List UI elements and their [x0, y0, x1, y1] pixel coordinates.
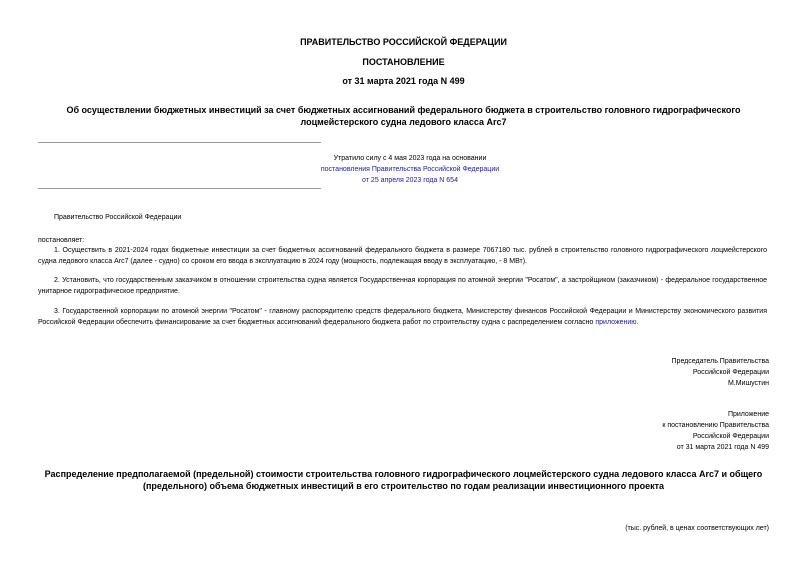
document-type: ПОСТАНОВЛЕНИЕ	[362, 57, 445, 67]
signature-country: Российской Федерации	[692, 369, 769, 376]
signature-position: Председатель Правительства	[671, 358, 769, 365]
repeal-link[interactable]: постановления Правительства Российской Федерации	[320, 166, 500, 173]
paragraph-3	[38, 306, 767, 328]
government-header: ПРАВИТЕЛЬСТВО РОССИЙСКОЙ ФЕДЕРАЦИИ	[300, 37, 507, 47]
annex-title: Распределение предполагаемой (предельной) стоимости строительства головного гидрографического лоцмейстерского судна ледового класса Arc7 и общего (предельного) объема бюджетных инвестиций в его строительство по годам реализации инвестиционного проекта	[44, 469, 763, 491]
divider-top	[38, 142, 321, 143]
document-date-number: от 31 марта 2021 года N 499	[342, 76, 465, 86]
status-notice	[200, 153, 620, 186]
repeal-link-date[interactable]: от 25 апреля 2023 года N 654	[362, 177, 458, 184]
document-title: Об осуществлении бюджетных инвестиций за счет бюджетных ассигнований федерального бюджета в строительство головного гидрографического лоцмейстерского судна ледового класса Arc7	[66, 105, 741, 127]
units-note	[625, 523, 769, 534]
annex-ref-line2: к постановлению Правительства	[662, 422, 769, 429]
annex-link[interactable]: приложению	[595, 319, 637, 326]
paragraph-3-end: .	[636, 319, 639, 326]
annex-ref-line3: Российской Федерации	[692, 433, 769, 440]
paragraph-3-text: 3. Государственной корпорации по атомной энергии "Росатом" - главному распорядителю средств федерального бюджета, Министерству финансов Российской Федерации и Министерству экономического развития Российской Федерации обеспечить финансирование за счет бюджетных ассигнований федерального бюджета работ по строительству судна с распределением согласно	[38, 308, 767, 326]
divider-bottom	[38, 188, 321, 189]
signature-name: М.Мишустин	[727, 380, 769, 387]
annex-label: Приложение	[727, 411, 769, 418]
paragraph-2: 2. Установить, что государственным заказчиком в отношении строительства судна является Государственная корпорация по атомной энергии "Росатом", а застройщиком (заказчиком) - федеральное государственное унитарное гидрографическое предприятие.	[38, 277, 767, 295]
annex-ref-line4: от 31 марта 2021 года N 499	[676, 444, 769, 451]
decree-word: постановляет:	[38, 237, 85, 244]
status-line: Утратило силу с 4 мая 2023 года на основании	[333, 155, 487, 162]
annex-reference	[662, 409, 769, 453]
paragraph-1: 1. Осуществить в 2021-2024 годах бюджетные инвестиции за счет бюджетных ассигнований федерального бюджета в размере 7067180 тыс. рублей в строительство головного гидрографического лоцмейстерского судна ледового класса Arc7 (далее - судно) со сроком его ввода в эксплуатацию в 2024 году (мощность, подлежащая вводу в эксплуатацию, - 8 МВт).	[38, 247, 767, 265]
signature-block	[672, 356, 769, 389]
issuer-text: Правительство Российской Федерации	[54, 214, 182, 221]
units-note-text: (тыс. рублей, в ценах соответствующих лет)	[625, 525, 769, 532]
